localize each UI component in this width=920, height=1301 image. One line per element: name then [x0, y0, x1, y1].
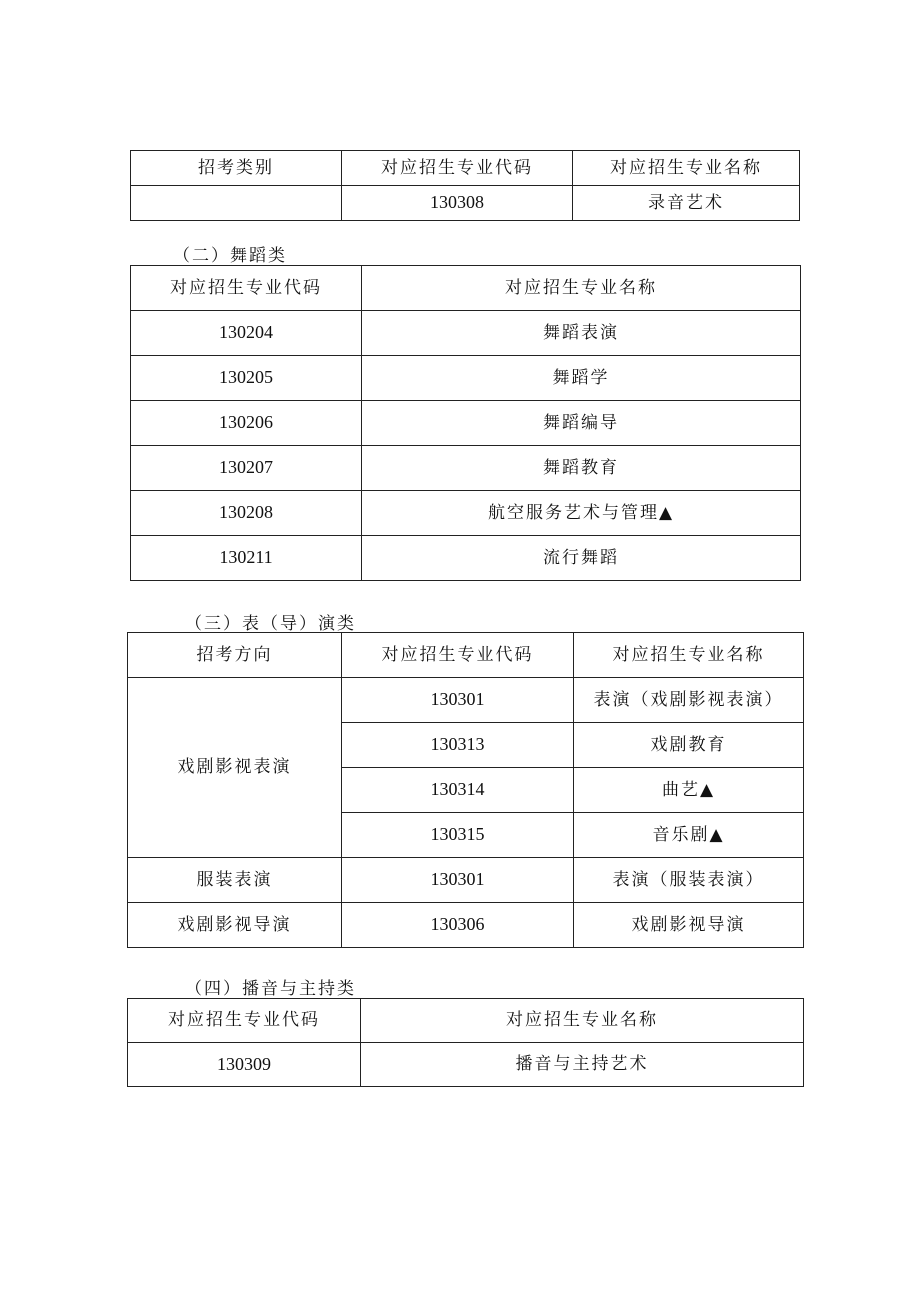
section-caption-broadcasting: （四）播音与主持类 [185, 979, 356, 999]
name-cell: 流行舞蹈 [362, 536, 801, 581]
code-cell: 130301 [342, 858, 574, 903]
code-cell: 130211 [131, 536, 362, 581]
name-cell: 曲艺▲ [574, 768, 804, 813]
code-cell: 130204 [131, 311, 362, 356]
section-caption-dance: （二）舞蹈类 [173, 246, 287, 266]
table-row [131, 491, 801, 536]
name-cell: 音乐剧▲ [574, 813, 804, 858]
broadcasting-table [127, 998, 804, 1087]
category-cell [131, 186, 342, 221]
table-row [128, 903, 804, 948]
header-name: 对应招生专业名称 [362, 266, 801, 311]
header-name: 对应招生专业名称 [361, 999, 804, 1043]
code-cell: 130308 [342, 186, 573, 221]
name-cell: 航空服务艺术与管理▲ [362, 491, 801, 536]
name-cell: 录音艺术 [573, 186, 800, 221]
code-cell: 130208 [131, 491, 362, 536]
table-header-row [131, 266, 801, 311]
name-cell: 戏剧影视导演 [574, 903, 804, 948]
header-direction: 招考方向 [128, 633, 342, 678]
name-cell: 播音与主持艺术 [361, 1043, 804, 1087]
name-cell: 表演（戏剧影视表演） [574, 678, 804, 723]
header-code: 对应招生专业代码 [128, 999, 361, 1043]
header-category: 招考类别 [131, 151, 342, 186]
direction-cell: 戏剧影视表演 [128, 678, 342, 858]
code-cell: 130309 [128, 1043, 361, 1087]
name-cell: 舞蹈编导 [362, 401, 801, 446]
header-code: 对应招生专业代码 [342, 151, 573, 186]
name-cell: 舞蹈教育 [362, 446, 801, 491]
section-caption-performance: （三）表（导）演类 [185, 614, 356, 634]
code-cell: 130207 [131, 446, 362, 491]
table-header-row [128, 999, 804, 1043]
name-cell: 戏剧教育 [574, 723, 804, 768]
table-row [128, 858, 804, 903]
code-cell: 130301 [342, 678, 574, 723]
direction-cell: 戏剧影视导演 [128, 903, 342, 948]
table-row [128, 1043, 804, 1087]
code-cell: 130313 [342, 723, 574, 768]
name-cell: 舞蹈表演 [362, 311, 801, 356]
dance-table [130, 265, 801, 581]
table-row [131, 536, 801, 581]
table-row [131, 311, 801, 356]
code-cell: 130306 [342, 903, 574, 948]
name-cell: 表演（服装表演） [574, 858, 804, 903]
code-cell: 130205 [131, 356, 362, 401]
table-row [131, 446, 801, 491]
table-row [131, 186, 800, 221]
header-code: 对应招生专业代码 [131, 266, 362, 311]
code-cell: 130206 [131, 401, 362, 446]
name-cell: 舞蹈学 [362, 356, 801, 401]
table-row [131, 401, 801, 446]
performance-table [127, 632, 804, 948]
code-cell: 130314 [342, 768, 574, 813]
direction-cell: 服装表演 [128, 858, 342, 903]
table-row [131, 356, 801, 401]
header-name: 对应招生专业名称 [574, 633, 804, 678]
header-code: 对应招生专业代码 [342, 633, 574, 678]
code-cell: 130315 [342, 813, 574, 858]
table-header-row [131, 151, 800, 186]
table-row [128, 678, 804, 723]
recording-art-table [130, 150, 800, 221]
table-header-row [128, 633, 804, 678]
header-name: 对应招生专业名称 [573, 151, 800, 186]
